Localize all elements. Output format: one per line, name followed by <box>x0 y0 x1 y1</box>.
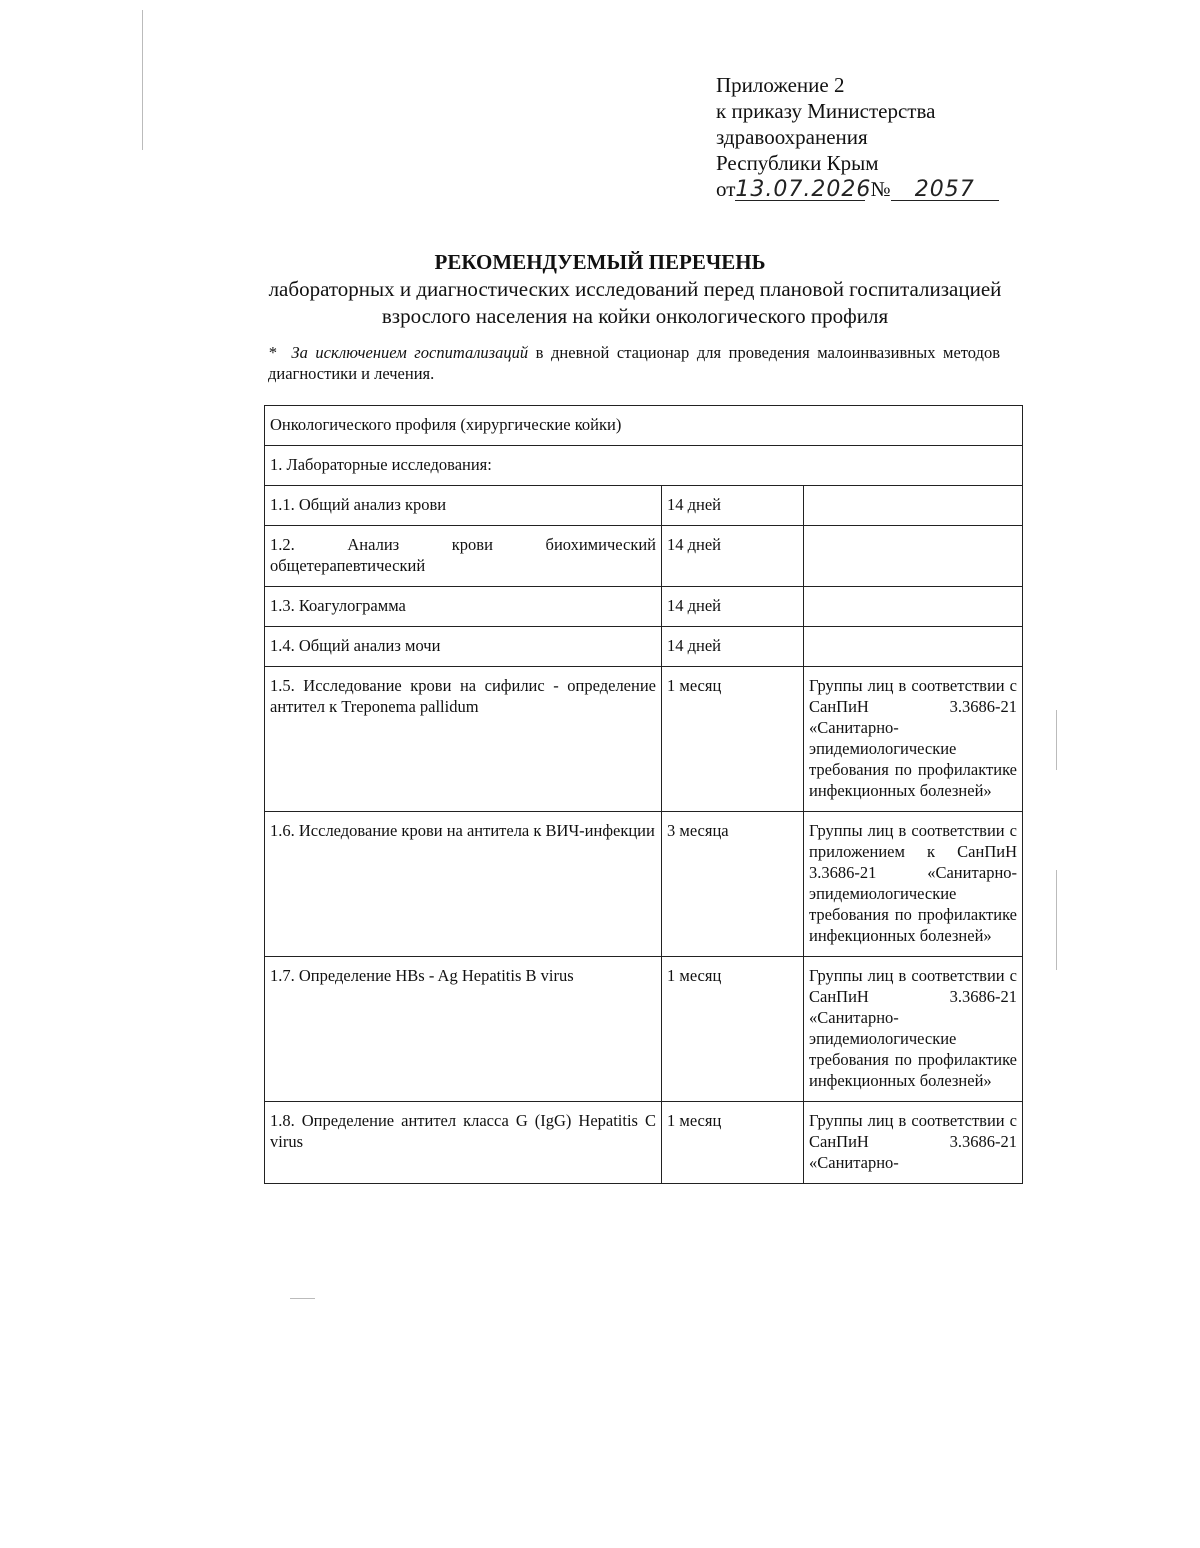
test-period: 1 месяц <box>662 957 804 1102</box>
test-name: 1.6. Исследование крови на антитела к ВИЧ-инфекции <box>265 812 662 957</box>
test-period: 14 дней <box>662 526 804 587</box>
order-date-line <box>716 176 999 202</box>
test-period: 14 дней <box>662 627 804 667</box>
table-row <box>265 957 1023 1102</box>
handwritten-date: 13.07.2026 <box>735 177 872 202</box>
test-note <box>804 486 1023 526</box>
test-name: 1.4. Общий анализ мочи <box>265 627 662 667</box>
tests-table <box>264 405 1023 1184</box>
test-name: 1.1. Общий анализ крови <box>265 486 662 526</box>
scan-artifact <box>1056 710 1057 770</box>
scan-artifact <box>142 10 143 150</box>
test-period: 3 месяца <box>662 812 804 957</box>
date-prefix: от <box>716 177 736 201</box>
table-row <box>265 486 1023 526</box>
test-name: 1.8. Определение антител класса G (IgG) Hepatitis C virus <box>265 1102 662 1184</box>
appendix-line: Республики Крым <box>716 151 879 175</box>
test-period: 14 дней <box>662 587 804 627</box>
test-period: 1 месяц <box>662 1102 804 1184</box>
document-title: РЕКОМЕНДУЕМЫЙ ПЕРЕЧЕНЬ <box>434 250 766 274</box>
test-note <box>804 627 1023 667</box>
section-header: Онкологического профиля (хирургические койки) <box>265 406 1023 446</box>
test-name: 1.7. Определение HBs - Ag Hepatitis B virus <box>265 957 662 1102</box>
document-subtitle: лабораторных и диагностических исследований перед плановой госпитализацией взрослого населения на койки онкологического профиля <box>268 277 1002 328</box>
test-note <box>804 526 1023 587</box>
appendix-line: здравоохранения <box>716 125 868 149</box>
test-period: 14 дней <box>662 486 804 526</box>
test-name: 1.3. Коагулограмма <box>265 587 662 627</box>
group-header: 1. Лабораторные исследования: <box>265 446 1023 486</box>
appendix-line: Приложение 2 <box>716 73 845 97</box>
test-name: 1.2. Анализ крови биохимический общетерапевтический <box>265 526 662 587</box>
table-row <box>265 1102 1023 1184</box>
scan-artifact <box>1056 870 1057 970</box>
footnote-text: в дневной стационар для проведения малоинвазивных методов диагностики и лечения. <box>268 343 1000 383</box>
table-row <box>265 587 1023 627</box>
test-note: Группы лиц в соответствии с СанПиН 3.3686-21 «Санитарно-эпидемиологические требования по профилактике инфекционных болезней» <box>804 957 1023 1102</box>
table-row <box>265 667 1023 812</box>
test-note: Группы лиц в соответствии с СанПиН 3.3686-21 «Санитарно-эпидемиологические требования по профилактике инфекционных болезней» <box>804 667 1023 812</box>
appendix-block <box>716 72 999 202</box>
test-period: 1 месяц <box>662 667 804 812</box>
test-note: Группы лиц в соответствии с СанПиН 3.3686-21 «Санитарно- <box>804 1102 1023 1184</box>
test-note <box>804 587 1023 627</box>
number-label: № <box>870 177 891 201</box>
scan-artifact <box>290 1298 315 1299</box>
group-row <box>265 446 1023 486</box>
table-row <box>265 627 1023 667</box>
footnote-italic: За исключением госпитализаций <box>291 343 529 362</box>
footnote <box>268 342 1000 384</box>
section-row <box>265 406 1023 446</box>
table-row <box>265 526 1023 587</box>
footnote-star: * <box>268 343 277 362</box>
test-note: Группы лиц в соответствии с приложением к СанПиН 3.3686-21 «Санитарно-эпидемиологические требования по профилактике инфекционных болезней» <box>804 812 1023 957</box>
appendix-line: к приказу Министерства <box>716 99 936 123</box>
test-name: 1.5. Исследование крови на сифилис - определение антител к Treponema pallidum <box>265 667 662 812</box>
handwritten-number: 2057 <box>891 180 999 201</box>
table-row <box>265 812 1023 957</box>
